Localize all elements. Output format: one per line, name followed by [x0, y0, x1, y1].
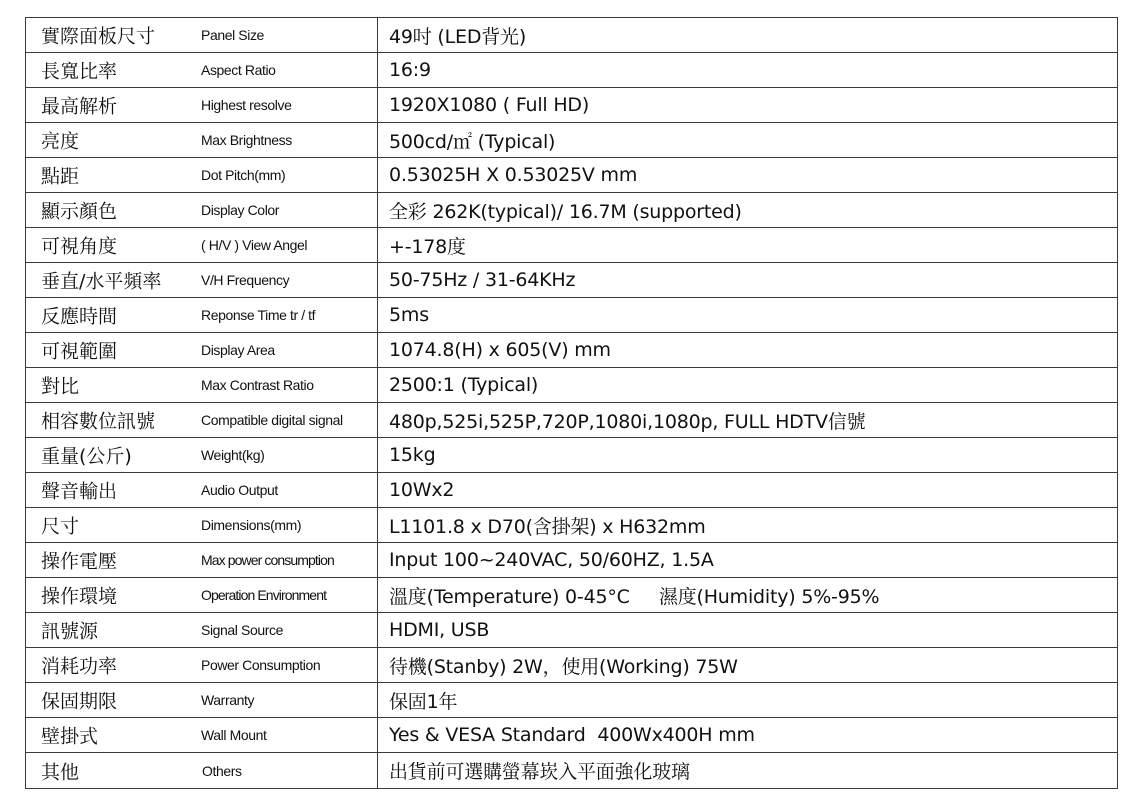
- english-label: Compatible digital signal: [201, 412, 343, 428]
- chinese-label: 其他: [41, 761, 80, 783]
- label-cell: [26, 193, 378, 228]
- table-row: [26, 88, 1118, 123]
- table-row: [26, 333, 1118, 368]
- value-cell: 全彩 262K(typical)/ 16.7M (supported): [378, 193, 1118, 228]
- table-row: [26, 683, 1118, 718]
- table-row: [26, 18, 1118, 53]
- english-label: Aspect Ratio: [201, 62, 276, 78]
- label-cell: [26, 263, 378, 298]
- value-cell: 1074.8(H) x 605(V) mm: [378, 333, 1118, 368]
- table-row: [26, 648, 1118, 683]
- english-label: Reponse Time tr / tf: [201, 307, 316, 323]
- chinese-label: 可視角度: [41, 235, 118, 258]
- label-cell: [26, 718, 378, 753]
- table-row: [26, 263, 1118, 298]
- table-row: [26, 298, 1118, 333]
- english-label: Highest resolve: [201, 97, 292, 113]
- table-row: [26, 123, 1118, 158]
- english-label: Weight(kg): [201, 447, 265, 463]
- value-cell: 500cd/㎡ (Typical): [378, 123, 1118, 158]
- value-cell: 2500:1 (Typical): [378, 368, 1118, 403]
- chinese-label: 可視範圍: [41, 340, 118, 363]
- chinese-label: 相容數位訊號: [41, 410, 156, 433]
- spec-table: [25, 17, 1118, 789]
- english-label: Display Color: [201, 202, 280, 218]
- english-label: Others: [202, 762, 242, 779]
- table-row: [26, 753, 1118, 789]
- english-label: Signal Source: [201, 622, 283, 638]
- chinese-label: 亮度: [41, 130, 80, 153]
- chinese-label: 尺寸: [41, 515, 80, 538]
- label-cell: [26, 158, 378, 193]
- table-row: [26, 53, 1118, 88]
- chinese-label: 對比: [41, 375, 80, 398]
- english-label: V/H Frequency: [201, 272, 290, 288]
- value-cell: 50-75Hz / 31-64KHz: [378, 263, 1118, 298]
- label-cell: [26, 333, 378, 368]
- english-label: Wall Mount: [201, 727, 267, 743]
- label-cell: [26, 88, 378, 123]
- english-label: Warranty: [201, 692, 255, 708]
- table-row: [26, 438, 1118, 473]
- label-cell: [26, 18, 378, 53]
- table-row: [26, 508, 1118, 543]
- label-cell: [26, 473, 378, 508]
- table-row: [26, 403, 1118, 438]
- english-label: Dimensions(mm): [201, 517, 302, 533]
- table-row: [26, 473, 1118, 508]
- value-cell: 待機(Stanby) 2W，使用(Working) 75W: [378, 648, 1118, 683]
- label-cell: [26, 753, 378, 789]
- english-label: Dot Pitch(mm): [201, 167, 286, 183]
- chinese-label: 聲音輸出: [41, 480, 118, 503]
- value-cell: 溫度(Temperature) 0-45°C 濕度(Humidity) 5%-95%: [378, 578, 1118, 613]
- table-row: [26, 228, 1118, 263]
- value-cell: 10Wx2: [378, 473, 1118, 508]
- label-cell: [26, 438, 378, 473]
- value-cell: 5ms: [378, 298, 1118, 333]
- table-row: [26, 368, 1118, 403]
- chinese-label: 反應時間: [41, 305, 118, 328]
- value-cell: 保固1年: [378, 683, 1118, 718]
- value-cell: HDMI, USB: [378, 613, 1118, 648]
- table-row: [26, 613, 1118, 648]
- english-label: Max Brightness: [201, 132, 292, 148]
- chinese-label: 垂直/水平頻率: [41, 270, 162, 293]
- english-label: Power Consumption: [201, 657, 321, 673]
- value-cell: 1920X1080 ( Full HD): [378, 88, 1118, 123]
- english-label: Panel Size: [201, 27, 264, 43]
- value-cell: +-178度: [378, 228, 1118, 263]
- label-cell: [26, 228, 378, 263]
- chinese-label: 重量(公斤): [41, 445, 132, 468]
- table-row: [26, 718, 1118, 753]
- english-label: Audio Output: [201, 482, 278, 498]
- chinese-label: 長寬比率: [41, 60, 118, 83]
- label-cell: [26, 368, 378, 403]
- label-cell: [26, 683, 378, 718]
- label-cell: [26, 543, 378, 578]
- chinese-label: 點距: [41, 165, 80, 188]
- chinese-label: 操作環境: [41, 585, 118, 608]
- value-cell: 出貨前可選購螢幕崁入平面強化玻璃: [378, 753, 1118, 789]
- table-row: [26, 158, 1118, 193]
- english-label: Max Contrast Ratio: [201, 377, 314, 393]
- label-cell: [26, 648, 378, 683]
- chinese-label: 最高解析: [41, 95, 118, 118]
- chinese-label: 實際面板尺寸: [41, 25, 156, 48]
- table-row: [26, 578, 1118, 613]
- label-cell: [26, 123, 378, 158]
- value-cell: 16:9: [378, 53, 1118, 88]
- value-cell: Yes & VESA Standard 400Wx400H mm: [378, 718, 1118, 753]
- chinese-label: 操作電壓: [41, 550, 118, 573]
- chinese-label: 顯示顏色: [41, 200, 118, 223]
- value-cell: 0.53025H X 0.53025V mm: [378, 158, 1118, 193]
- chinese-label: 保固期限: [41, 690, 118, 713]
- label-cell: [26, 578, 378, 613]
- value-cell: 480p,525i,525P,720P,1080i,1080p, FULL HDTV信號: [378, 403, 1118, 438]
- label-cell: [26, 298, 378, 333]
- label-cell: [26, 508, 378, 543]
- value-cell: 15kg: [378, 438, 1118, 473]
- value-cell: 49吋 (LED背光): [378, 18, 1118, 53]
- english-label: Max power consumption: [201, 552, 334, 568]
- english-label: Display Area: [201, 342, 275, 358]
- value-cell: Input 100~240VAC, 50/60HZ, 1.5A: [378, 543, 1118, 578]
- table-row: [26, 193, 1118, 228]
- chinese-label: 消耗功率: [41, 655, 118, 678]
- label-cell: [26, 53, 378, 88]
- chinese-label: 壁掛式: [41, 725, 99, 748]
- value-cell: L1101.8 x D70(含掛架) x H632mm: [378, 508, 1118, 543]
- table-row: [26, 543, 1118, 578]
- english-label: ( H/V ) View Angel: [201, 237, 308, 253]
- label-cell: [26, 613, 378, 648]
- label-cell: [26, 403, 378, 438]
- chinese-label: 訊號源: [41, 620, 99, 643]
- english-label: Operation Environment: [201, 587, 327, 603]
